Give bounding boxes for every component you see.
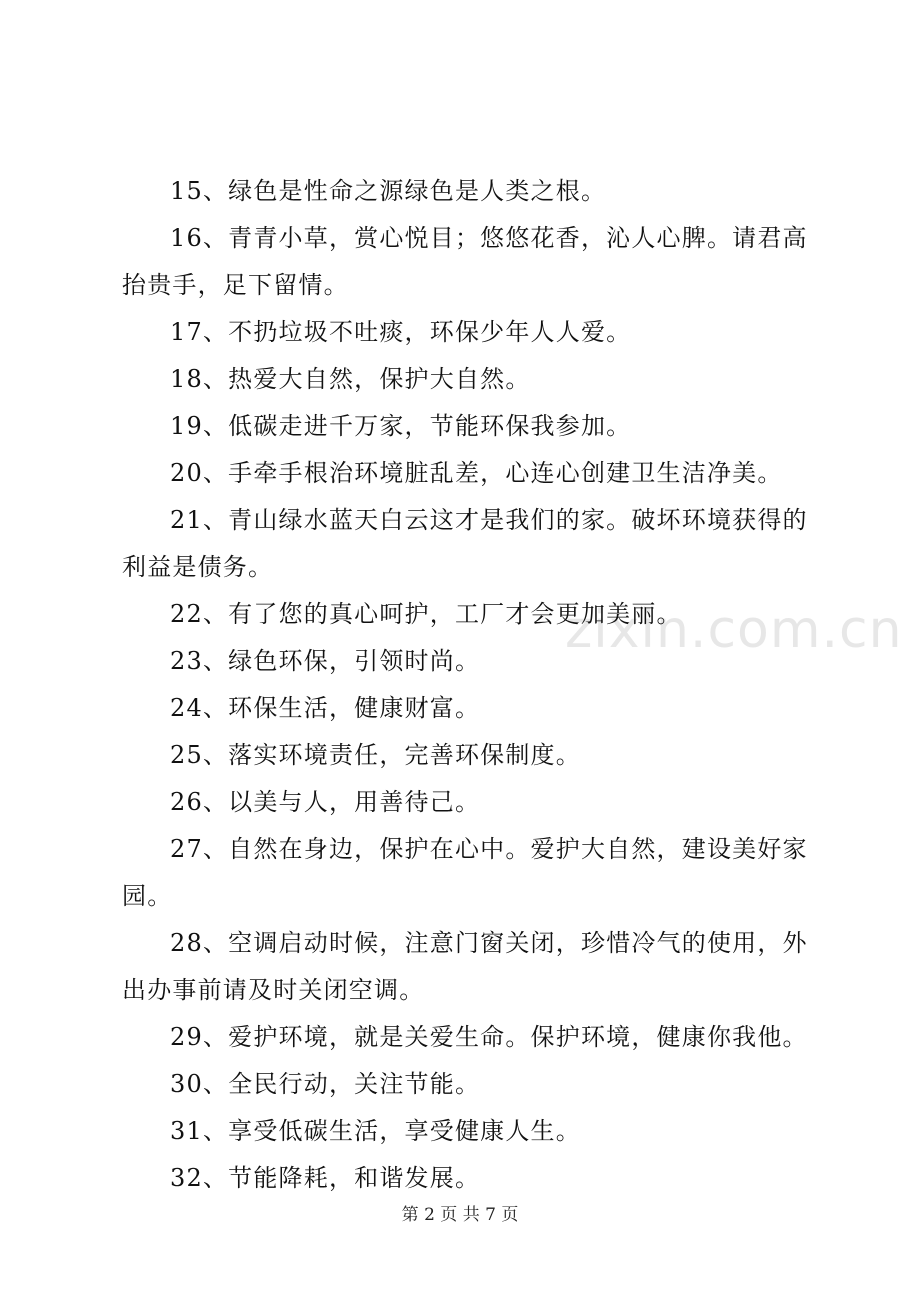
slogan-item: 30、全民行动，关注节能。	[170, 1070, 481, 1098]
slogan-item: 25、落实环境责任，完善环保制度。	[170, 741, 581, 769]
slogan-list	[122, 168, 812, 1202]
watermark: zixin.com.cn	[565, 600, 903, 660]
slogan-item: 18、热爱大自然，保护大自然。	[170, 365, 531, 393]
slogan-item: 31、享受低碳生活，享受健康人生。	[170, 1117, 581, 1145]
slogan-item: 32、节能降耗，和谐发展。	[170, 1164, 481, 1192]
slogan-item: 27、自然在身边，保护在心中。爱护大自然，建设美好家园。	[122, 835, 808, 910]
slogan-item: 23、绿色环保，引领时尚。	[170, 647, 481, 675]
slogan-item: 16、青青小草，赏心悦目；悠悠花香，沁人心脾。请君高抬贵手，足下留情。	[122, 224, 808, 299]
slogan-item: 29、爱护环境，就是关爱生命。保护环境，健康你我他。	[170, 1023, 808, 1051]
slogan-item: 15、绿色是性命之源绿色是人类之根。	[170, 177, 607, 205]
slogan-item: 17、不扔垃圾不吐痰，环保少年人人爱。	[170, 318, 632, 346]
slogan-item: 28、空调启动时候，注意门窗关闭，珍惜冷气的使用，外出办事前请及时关闭空调。	[122, 929, 808, 1004]
slogan-item: 26、以美与人，用善待己。	[170, 788, 481, 816]
slogan-item: 20、手牵手根治环境脏乱差，心连心创建卫生洁净美。	[170, 459, 783, 487]
slogan-item: 24、环保生活，健康财富。	[170, 694, 481, 722]
slogan-item: 21、青山绿水蓝天白云这才是我们的家。破坏环境获得的利益是债务。	[122, 506, 808, 581]
page-footer: 第 2 页 共 7 页	[401, 1205, 519, 1225]
slogan-item: 19、低碳走进千万家，节能环保我参加。	[170, 412, 632, 440]
slogan-item: 22、有了您的真心呵护，工厂才会更加美丽。	[170, 600, 682, 628]
